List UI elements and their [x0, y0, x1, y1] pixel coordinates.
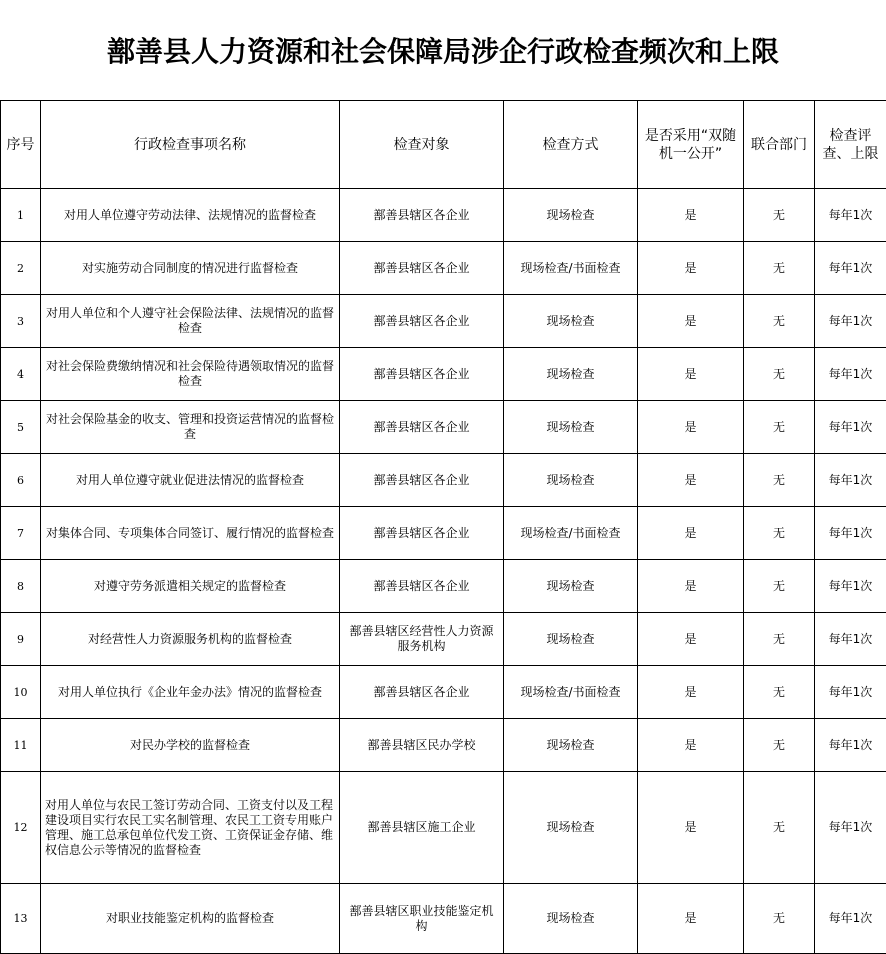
row-item-name: 对社会保险基金的收支、管理和投资运营情况的监督检查: [41, 401, 340, 454]
row-index: 3: [1, 295, 41, 348]
row-index: 7: [1, 507, 41, 560]
row-limit: 每年1次: [815, 613, 886, 666]
row-item-name: 对遵守劳务派遣相关规定的监督检查: [41, 560, 340, 613]
row-index: 4: [1, 348, 41, 401]
row-limit: 每年1次: [815, 666, 886, 719]
row-index: 9: [1, 613, 41, 666]
table-row: [1, 719, 886, 772]
row-item-name: 对用人单位遵守劳动法律、法规情况的监督检查: [41, 189, 340, 242]
row-method: 现场检查/书面检查: [504, 507, 638, 560]
row-joint-department: 无: [744, 189, 815, 242]
row-joint-department: 无: [744, 666, 815, 719]
row-double-random: 是: [638, 560, 744, 613]
table-row: [1, 613, 886, 666]
row-limit: 每年1次: [815, 348, 886, 401]
row-joint-department: 无: [744, 454, 815, 507]
table-row: [1, 242, 886, 295]
row-double-random: 是: [638, 884, 744, 954]
row-target: 鄯善县辖区各企业: [340, 507, 504, 560]
row-method: 现场检查: [504, 772, 638, 884]
row-target: 鄯善县辖区民办学校: [340, 719, 504, 772]
table-row: [1, 348, 886, 401]
row-double-random: 是: [638, 295, 744, 348]
table-row: [1, 454, 886, 507]
row-method: 现场检查: [504, 719, 638, 772]
row-item-name: 对用人单位与农民工签订劳动合同、工资支付以及工程建设项目实行农民工实名制管理、农民工工资专用账户管理、施工总承包单位代发工资、工资保证金存储、维权信息公示等情况的监督检查: [41, 772, 340, 884]
header-limit: 检查评查、上限: [815, 101, 886, 189]
row-joint-department: 无: [744, 401, 815, 454]
row-target: 鄯善县辖区施工企业: [340, 772, 504, 884]
row-method: 现场检查: [504, 401, 638, 454]
row-item-name: 对用人单位和个人遵守社会保险法律、法规情况的监督检查: [41, 295, 340, 348]
row-item-name: 对集体合同、专项集体合同签订、履行情况的监督检查: [41, 507, 340, 560]
row-item-name: 对用人单位遵守就业促进法情况的监督检查: [41, 454, 340, 507]
header-joint-department: 联合部门: [744, 101, 815, 189]
row-limit: 每年1次: [815, 242, 886, 295]
row-method: 现场检查: [504, 560, 638, 613]
row-method: 现场检查: [504, 295, 638, 348]
row-joint-department: 无: [744, 348, 815, 401]
row-index: 11: [1, 719, 41, 772]
row-limit: 每年1次: [815, 295, 886, 348]
row-limit: 每年1次: [815, 719, 886, 772]
row-method: 现场检查: [504, 613, 638, 666]
page-title: 鄯善县人力资源和社会保障局涉企行政检查频次和上限: [106, 35, 779, 68]
table-row: [1, 507, 886, 560]
row-method: 现场检查: [504, 454, 638, 507]
row-index: 1: [1, 189, 41, 242]
row-method: 现场检查/书面检查: [504, 242, 638, 295]
row-target: 鄯善县辖区职业技能鉴定机构: [340, 884, 504, 954]
row-limit: 每年1次: [815, 884, 886, 954]
row-target: 鄯善县辖区经营性人力资源服务机构: [340, 613, 504, 666]
row-method: 现场检查: [504, 189, 638, 242]
row-index: 8: [1, 560, 41, 613]
row-double-random: 是: [638, 401, 744, 454]
row-limit: 每年1次: [815, 189, 886, 242]
header-method: 检查方式: [504, 101, 638, 189]
row-joint-department: 无: [744, 295, 815, 348]
row-joint-department: 无: [744, 613, 815, 666]
table-row: [1, 189, 886, 242]
row-target: 鄯善县辖区各企业: [340, 401, 504, 454]
table-row: [1, 295, 886, 348]
row-limit: 每年1次: [815, 401, 886, 454]
header-item-name: 行政检查事项名称: [41, 101, 340, 189]
table-header-row: [1, 101, 886, 189]
row-item-name: 对职业技能鉴定机构的监督检查: [41, 884, 340, 954]
table-row: [1, 401, 886, 454]
table-row: [1, 772, 886, 884]
row-double-random: 是: [638, 613, 744, 666]
row-index: 6: [1, 454, 41, 507]
row-double-random: 是: [638, 719, 744, 772]
row-joint-department: 无: [744, 719, 815, 772]
row-target: 鄯善县辖区各企业: [340, 454, 504, 507]
row-item-name: 对用人单位执行《企业年金办法》情况的监督检查: [41, 666, 340, 719]
row-item-name: 对社会保险费缴纳情况和社会保险待遇领取情况的监督检查: [41, 348, 340, 401]
row-target: 鄯善县辖区各企业: [340, 348, 504, 401]
row-target: 鄯善县辖区各企业: [340, 560, 504, 613]
header-double-random: 是否采用“双随机一公开”: [638, 101, 744, 189]
row-limit: 每年1次: [815, 560, 886, 613]
header-index: 序号: [1, 101, 41, 189]
table-row: [1, 560, 886, 613]
row-limit: 每年1次: [815, 507, 886, 560]
row-item-name: 对民办学校的监督检查: [41, 719, 340, 772]
row-item-name: 对实施劳动合同制度的情况进行监督检查: [41, 242, 340, 295]
table-row: [1, 666, 886, 719]
row-joint-department: 无: [744, 242, 815, 295]
row-joint-department: 无: [744, 772, 815, 884]
row-index: 13: [1, 884, 41, 954]
row-index: 2: [1, 242, 41, 295]
row-double-random: 是: [638, 666, 744, 719]
header-target: 检查对象: [340, 101, 504, 189]
row-target: 鄯善县辖区各企业: [340, 666, 504, 719]
row-target: 鄯善县辖区各企业: [340, 189, 504, 242]
row-double-random: 是: [638, 242, 744, 295]
row-joint-department: 无: [744, 507, 815, 560]
row-method: 现场检查: [504, 884, 638, 954]
row-double-random: 是: [638, 348, 744, 401]
row-target: 鄯善县辖区各企业: [340, 242, 504, 295]
row-limit: 每年1次: [815, 772, 886, 884]
row-double-random: 是: [638, 189, 744, 242]
row-joint-department: 无: [744, 884, 815, 954]
row-method: 现场检查: [504, 348, 638, 401]
row-double-random: 是: [638, 454, 744, 507]
row-item-name: 对经营性人力资源服务机构的监督检查: [41, 613, 340, 666]
row-double-random: 是: [638, 507, 744, 560]
table-row: [1, 884, 886, 954]
row-index: 5: [1, 401, 41, 454]
row-index: 12: [1, 772, 41, 884]
row-joint-department: 无: [744, 560, 815, 613]
row-target: 鄯善县辖区各企业: [340, 295, 504, 348]
row-index: 10: [1, 666, 41, 719]
inspection-table: [0, 100, 886, 954]
row-double-random: 是: [638, 772, 744, 884]
row-method: 现场检查/书面检查: [504, 666, 638, 719]
row-limit: 每年1次: [815, 454, 886, 507]
